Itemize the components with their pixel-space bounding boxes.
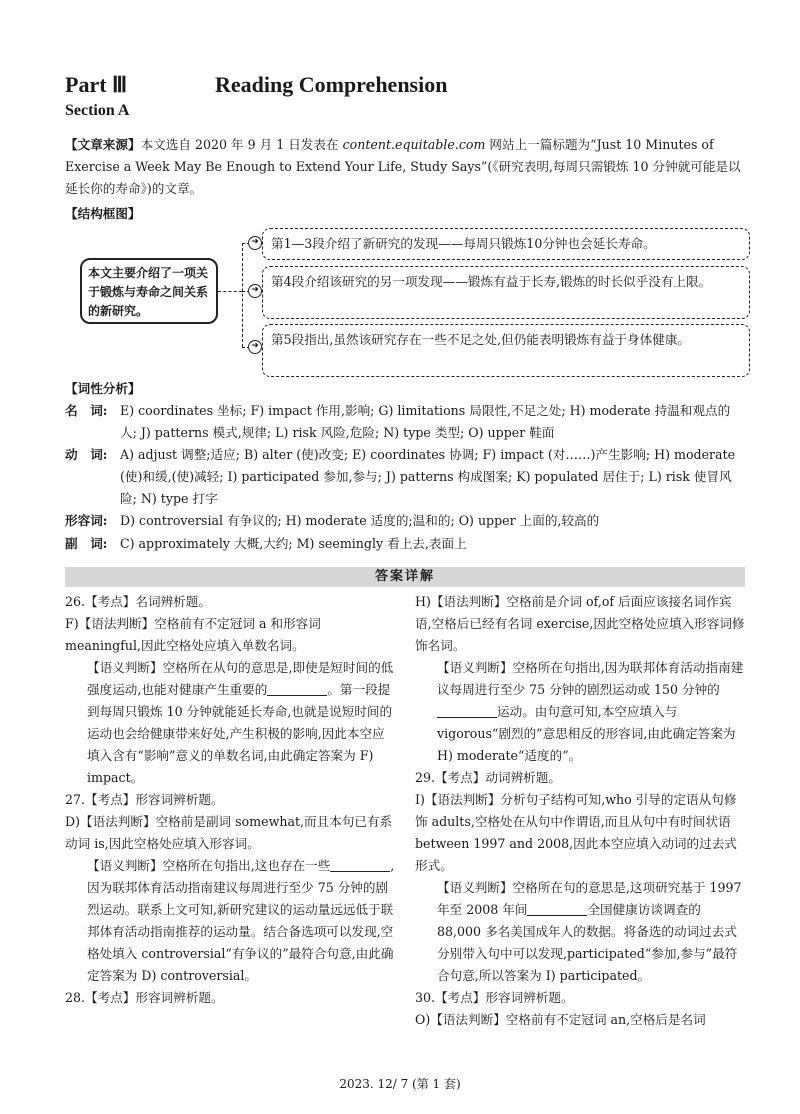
- q26-grammar: F)【语法判断】空格前有不定冠词 a 和形容词 meaningful,因此空格处应填入单数名词。: [65, 616, 321, 653]
- q29-grammar: I)【语法判断】分析句子结构可知,who 引导的定语从句修饰 adults,空格处在从句中作谓语,而且从句中有时间状语 between 1997 and 2008,因此本空应填入动词的过去式形式。: [415, 792, 737, 873]
- structure-box-2: 第4段介绍该研究的另一项发现——锻炼有益于长寿,锻炼的时长似乎没有上限。: [262, 266, 750, 319]
- blank-line: [437, 704, 497, 718]
- source-site: content.equitable.com: [342, 137, 486, 152]
- noun-row: [65, 400, 745, 444]
- part-heading: [65, 72, 448, 98]
- adj-row: [65, 510, 745, 532]
- noun-label: 名 词:: [65, 403, 108, 418]
- adv-text: C) approximately 大概,大约; M) seemingly 看上去,表面上: [120, 536, 467, 551]
- page-footer: 2023. 12/ 7 (第 1 套): [339, 1077, 461, 1091]
- q26-title: 26.【考点】名词辨析题。: [65, 594, 211, 609]
- structure-main-box: 本文主要介绍了一项关于锻炼与寿命之间关系的新研究。: [80, 258, 218, 324]
- q27-grammar: D)【语法判断】空格前是副词 somewhat,而且本句已有系动词 is,因此空格处应填入形容词。: [65, 814, 393, 851]
- connector-main: [218, 291, 242, 292]
- blank-line: [330, 858, 390, 872]
- q27-semantic: 【语义判断】空格所在句指出,这也存在一些 ,因为联邦体育活动指南建议每周进行至少 75 分钟的剧烈运动。联系上文可知,新研究建议的运动量远远低于联邦体育活动指南推荐的运动量。结合备选项可以发现,空格处填入 controversial“有争议的”最符合句意,由此确定答案为 D) controversial。: [87, 858, 395, 983]
- structure-label: 【结构框图】: [65, 206, 141, 221]
- q29-semantic: 【语义判断】空格所在句的意思是,这项研究基于 1997 年至 2008 年间 全国健康访谈调查的 88,000 多名美国成年人的数据。将备选的动词过去式分别带入句中可以发现,participated“参加,参与”最符合句意,所以答案为 I) participated。: [437, 880, 742, 983]
- arrow-right-icon: ➜: [248, 236, 262, 250]
- verb-text: A) adjust 调整;适应; B) alter (使)改变; E) coordinates 协调; F) impact (对……)产生影响; H) moderate (使)和缓,(使)减轻; I) participated 参加,参与; J) patterns 构成图案; K) populated 居住于; L) risk 使冒风险; N) type 打字: [120, 447, 736, 506]
- verb-row: [65, 444, 745, 510]
- q29-title: 29.【考点】动词辨析题。: [415, 770, 561, 785]
- q30-title: 30.【考点】形容词辨析题。: [415, 990, 574, 1005]
- source-text-1: 本文选自 2020 年 9 月 1 日发表在: [140, 137, 343, 152]
- q28-grammar: H)【语法判断】空格前是介词 of,of 后面应该接名词作宾语,空格后已经有名词 exercise,因此空格处应填入形容词修饰名词。: [415, 594, 745, 653]
- q28-semantic: 【语义判断】空格所在句指出,因为联邦体育活动指南建议每周进行至少 75 分钟的剧烈运动或 150 分钟的运动。由句意可知,本空应填入与 vigorous“剧烈的”意思相反的形容词,由此确定答案为 H) moderate“适度的”。: [437, 660, 744, 763]
- q28-title: 28.【考点】形容词辨析题。: [65, 990, 224, 1005]
- article-source: [65, 134, 745, 200]
- cixing-label: 【词性分析】: [65, 381, 141, 396]
- answers-right-column: [415, 591, 745, 1031]
- source-text-2: 网站上一篇标题为“Just 10 Minutes of Exercise a Week May Be Enough to Extend Your Life, Study Says”(《研究表明,每周只需锻炼 10 分钟就可能是以延长你的寿命》)的文章。: [65, 137, 741, 196]
- answers-title-bar: 答案详解: [65, 567, 745, 587]
- adv-row: [65, 533, 745, 555]
- arrow-right-icon: ➜: [248, 340, 262, 354]
- source-label: 【文章来源】: [65, 137, 141, 152]
- adj-label: 形容词:: [65, 513, 108, 528]
- arrow-right-icon: ➜: [248, 284, 262, 298]
- adv-label: 副 词:: [65, 536, 108, 551]
- verb-label: 动 词:: [65, 447, 108, 462]
- structure-box-1: 第1—3段介绍了新研究的发现——每周只锻炼10分钟也会延长寿命。: [262, 228, 750, 260]
- connector-trunk: [242, 243, 243, 347]
- q27-title: 27.【考点】形容词辨析题。: [65, 792, 224, 807]
- part-number: Part Ⅲ: [65, 72, 128, 97]
- adj-text: D) controversial 有争议的; H) moderate 适度的;温和的; O) upper 上面的,较高的: [120, 513, 600, 528]
- part-title: Reading Comprehension: [215, 72, 448, 97]
- structure-box-3: 第5段指出,虽然该研究存在一些不足之处,但仍能表明锻炼有益于身体健康。: [262, 324, 750, 377]
- q30-grammar: O)【语法判断】空格前有不定冠词 an,空格后是名词: [415, 1012, 706, 1027]
- answers-left-column: [65, 591, 395, 1009]
- noun-text: E) coordinates 坐标; F) impact 作用,影响; G) limitations 局限性,不足之处; H) moderate 持温和观点的人; J) patterns 模式,规律; L) risk 风险,危险; N) type 类型; O) upper 鞋面: [120, 403, 731, 440]
- blank-line: [527, 902, 587, 916]
- q26-semantic: 【语义判断】空格所在从句的意思是,即使是短时间的低强度运动,也能对健康产生重要的 。第一段提到每周只锻炼 10 分钟就能延长寿命,也就是说短时间的运动也会给健康带来好处,产生积极的影响,因此本空应填入含有“影响”意义的单数名词,由此确定答案为 F) impact。: [87, 660, 394, 785]
- blank-line: [267, 682, 327, 696]
- section-title: Section A: [65, 102, 130, 119]
